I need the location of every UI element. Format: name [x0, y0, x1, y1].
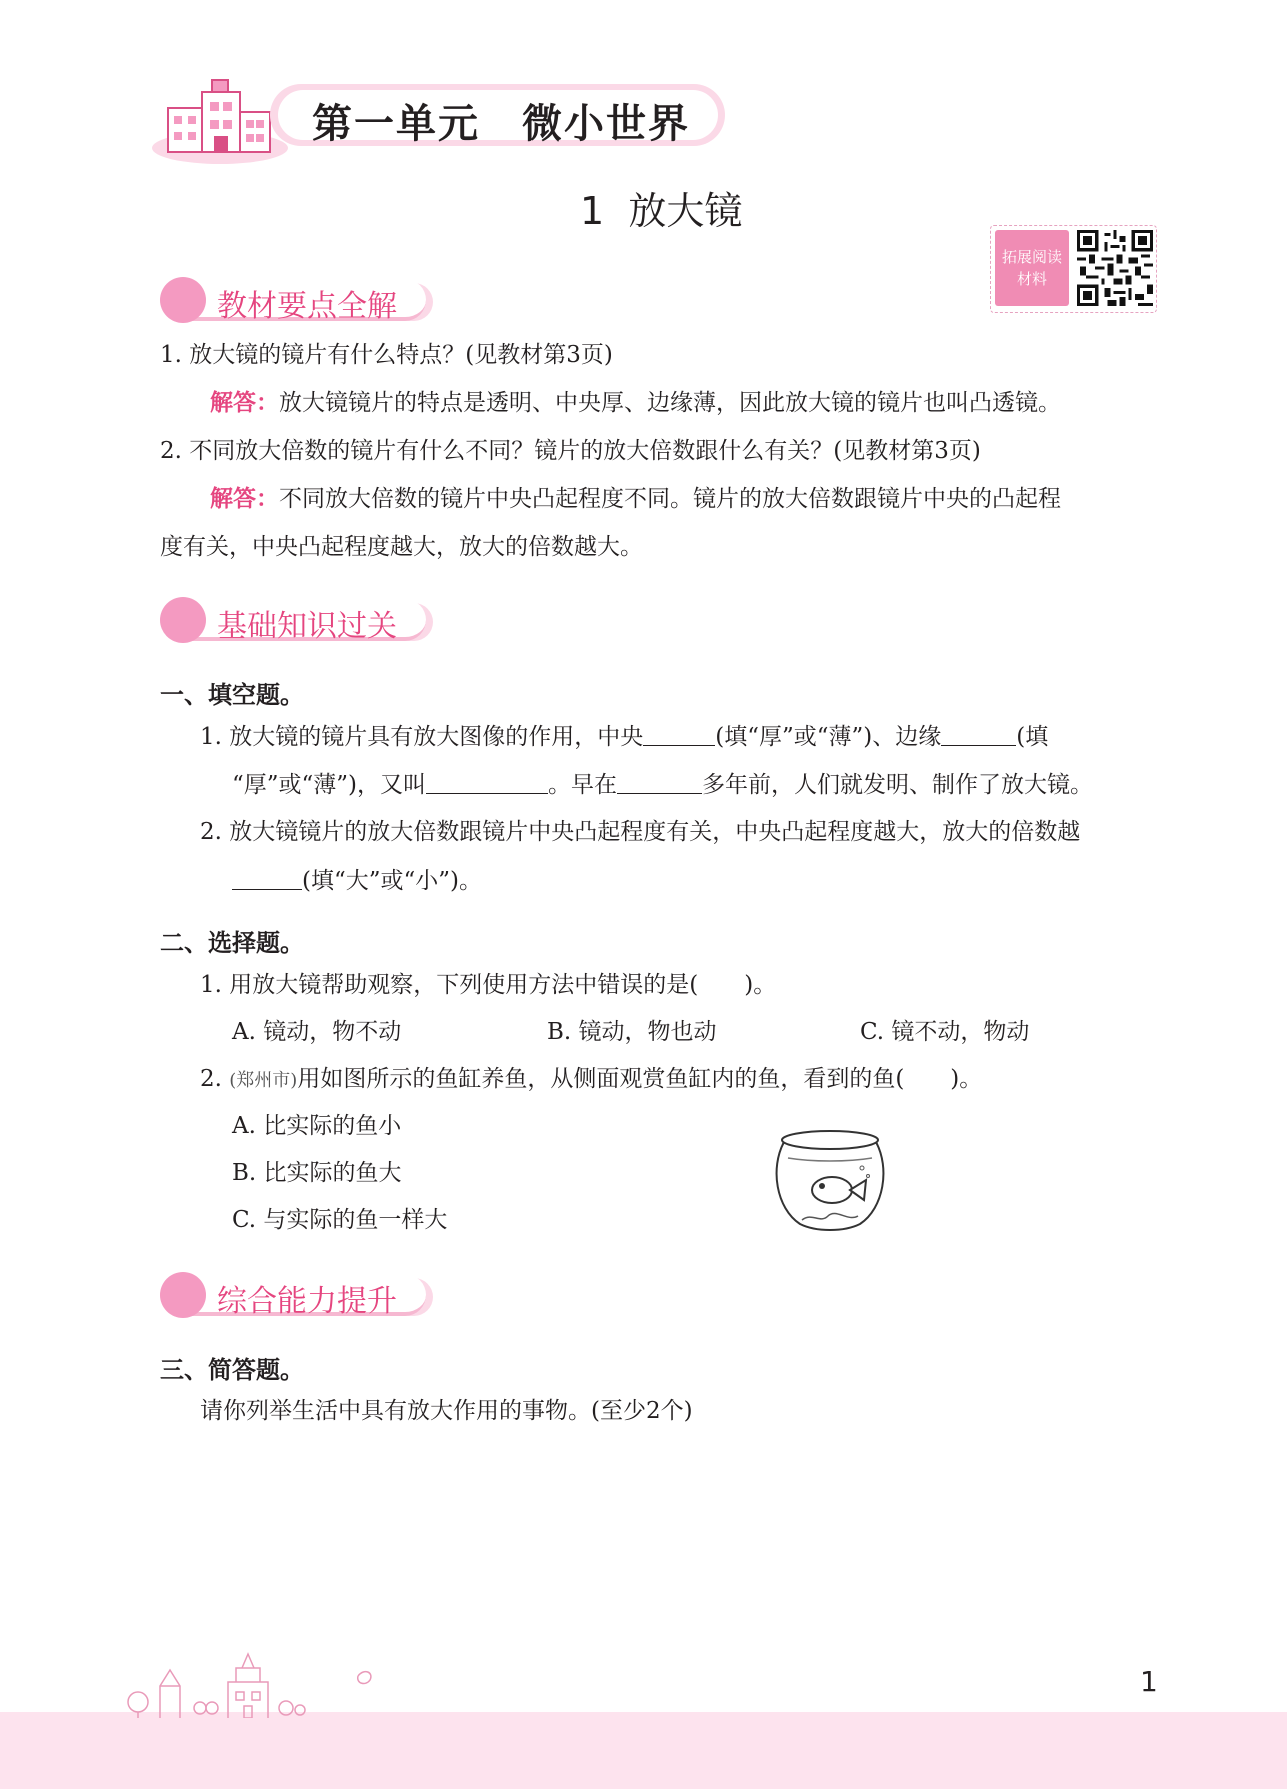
qr-code[interactable]	[1077, 230, 1153, 306]
cartoon-badge-icon	[160, 597, 206, 643]
short-answer-prompt: 请你列举生活中具有放大作用的事物。(至少2个)	[200, 1398, 693, 1424]
section-title: 教材要点全解	[217, 289, 397, 324]
answer-blank[interactable]	[617, 769, 702, 794]
qr-reading-box[interactable]	[990, 225, 1157, 313]
choice-q2-option-b[interactable]: B. 比实际的鱼大	[232, 1160, 402, 1186]
answer-blank[interactable]	[426, 769, 548, 794]
building-illustration	[150, 78, 290, 164]
answer-blank[interactable]	[941, 721, 1016, 746]
section-title: 综合能力提升	[217, 1284, 397, 1319]
fill-blank-q2-line1: 2. 放大镜镜片的放大倍数跟镜片中央凸起程度有关，中央凸起程度越大，放大的倍数越	[200, 819, 1081, 845]
answer-blank[interactable]	[643, 721, 715, 746]
short-answer-title: 三、简答题。	[160, 1356, 304, 1384]
page-number: 1	[1140, 1665, 1158, 1698]
choice-q1-option-b[interactable]: B. 镜动，物也动	[547, 1019, 717, 1045]
choice-q1-option-a[interactable]: A. 镜动，物不动	[232, 1019, 402, 1045]
answer-label: 解答：	[210, 486, 279, 512]
qr-label	[995, 230, 1069, 306]
fill-blank-q2-line2: (填“大”或“小”)。	[232, 865, 482, 896]
footer-band	[0, 1712, 1287, 1789]
choice-q2-option-a[interactable]: A. 比实际的鱼小	[232, 1113, 402, 1139]
cartoon-badge-icon	[160, 1272, 206, 1318]
choice-q1-stem: 1. 用放大镜帮助观察，下列使用方法中错误的是( )。	[200, 972, 777, 998]
cartoon-badge-icon	[160, 277, 206, 323]
answer-text: 不同放大倍数的镜片中央凸起程度不同。镜片的放大倍数跟镜片中央的凸起程	[279, 486, 1061, 512]
section-title: 基础知识过关	[217, 609, 397, 644]
qr-label-line2: 材料	[1016, 270, 1047, 288]
key-point-question-1: 1. 放大镜的镜片有什么特点？(见教材第3页)	[160, 342, 613, 368]
key-point-answer-1	[210, 388, 1061, 418]
key-point-answer-2-cont: 度有关，中央凸起程度越大，放大的倍数越大。	[160, 534, 643, 560]
answer-label: 解答：	[210, 390, 279, 416]
key-point-answer-2	[210, 484, 1061, 514]
choice-title: 二、选择题。	[160, 929, 304, 957]
answer-blank[interactable]	[232, 865, 302, 890]
fill-blank-q1-line2: “厚”或“薄”)，又叫 。早在 多年前，人们就发明、制作了放大镜。	[232, 769, 1093, 800]
fishbowl-illustration	[772, 1128, 888, 1234]
town-illustration	[118, 1646, 418, 1718]
unit-banner	[150, 78, 735, 158]
section-header-basic	[160, 595, 440, 645]
key-point-question-2: 2. 不同放大倍数的镜片有什么不同？镜片的放大倍数跟什么有关？(见教材第3页)	[160, 438, 981, 464]
unit-title: 第一单元 微小世界	[312, 101, 690, 147]
fill-blank-q1-line1: 1. 放大镜的镜片具有放大图像的作用，中央 (填“厚”或“薄”)、边缘 (填	[200, 721, 1048, 752]
choice-q2-stem: 2. (郑州市)用如图所示的鱼缸养鱼，从侧面观赏鱼缸内的鱼，看到的鱼( )。	[200, 1066, 983, 1092]
section-header-advanced	[160, 1270, 440, 1320]
answer-text: 放大镜镜片的特点是透明、中央厚、边缘薄，因此放大镜的镜片也叫凸透镜。	[279, 390, 1061, 416]
source-tag: (郑州市)	[229, 1070, 298, 1091]
section-header-key-points	[160, 275, 440, 325]
choice-q2-option-c[interactable]: C. 与实际的鱼一样大	[232, 1207, 448, 1233]
qr-label-line1: 拓展阅读	[1001, 248, 1062, 266]
fill-blank-title: 一、填空题。	[160, 681, 304, 709]
choice-q1-option-c[interactable]: C. 镜不动，物动	[860, 1019, 1030, 1045]
lesson-title: 1 放大镜	[580, 189, 743, 233]
